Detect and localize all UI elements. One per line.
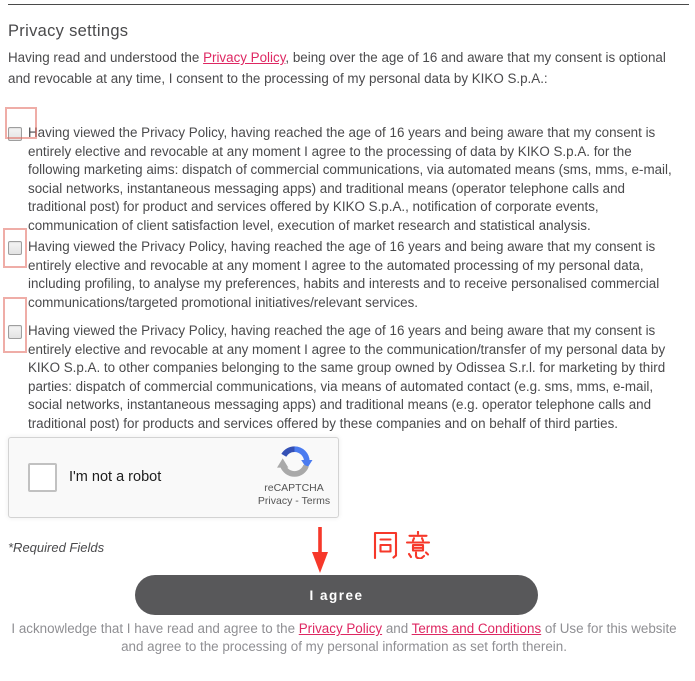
footer-post: of Use for this website and agree to the processing of my personal information as set forth therein. [121,621,677,654]
recaptcha-logo-icon [276,443,313,480]
agree-zh-glyphs-icon [373,531,431,559]
recaptcha-terms-link[interactable]: Terms [301,495,331,507]
footer-acknowledgement [8,620,680,656]
footer-pre: I acknowledge that I have read and agree to the [11,621,299,636]
agree-button[interactable]: I agree [135,575,538,615]
recaptcha-privacy-link[interactable]: Privacy [257,495,293,507]
consent-text-third-parties: Having viewed the Privacy Policy, having reached the age of 16 years and being aware that my consent is entirely elective and revocable at any moment I agree to the communication/transfer of my personal data by KIKO S.p.A. to other companies belonging to the same group owned by Odissea S.r.l. for marketing by third parties: dispatch of commercial communications, via means of automated contact (e.g. sms, mms, e-mail, social networks, instantaneous messaging apps) and traditional means (e.g. operator telephone calls and traditional post) for products and services offered by these companies and on behalf of third parties. [28,323,666,431]
consent-text-profiling: Having viewed the Privacy Policy, having reached the age of 16 years and being aware that my consent is entirely elective and revocable at any moment I agree to the automated processing of my personal data, including profiling, to analyse my preferences, habits and interests and to receive personalised commercial communications/targeted promotional initiatives/relevant services. [28,239,660,310]
consent-checkbox-profiling[interactable] [8,241,22,255]
top-divider [8,4,689,5]
intro-paragraph [8,48,670,89]
consent-item-third-parties [8,322,686,434]
recaptcha-brand-text: reCAPTCHA [264,482,324,494]
intro-pre: Having read and understood the [8,50,204,65]
page-title: Privacy settings [8,22,129,40]
annotation-text-agree-zh-label [373,531,374,532]
recaptcha-branding [256,443,332,507]
privacy-policy-link[interactable]: Privacy Policy [203,50,286,65]
recaptcha-link-separator: - [292,495,302,507]
footer-terms-link[interactable]: Terms and Conditions [411,621,542,636]
recaptcha-label: I'm not a robot [69,469,162,485]
annotation-arrow-down-icon [312,527,328,573]
consent-item-profiling [8,238,686,312]
recaptcha-checkbox[interactable] [28,463,57,492]
recaptcha-links [258,495,330,507]
consent-checkbox-marketing[interactable] [8,127,22,141]
annotation-text-agree-zh [373,531,431,559]
consent-checkbox-third-parties[interactable] [8,325,22,339]
recaptcha-widget [8,437,339,518]
consent-item-marketing [8,124,686,236]
intro-post: , being over the age of 16 and aware that my consent is optional and revocable at any time, I consent to the processing of my personal data by KIKO S.p.A.: [8,50,666,86]
required-fields-note: *Required Fields [8,540,105,555]
footer-privacy-policy-link[interactable]: Privacy Policy [298,621,383,636]
footer-mid: and [382,621,412,636]
consent-text-marketing: Having viewed the Privacy Policy, having reached the age of 16 years and being aware that my consent is entirely elective and revocable at any moment I agree to the processing of data by KIKO S.p.A. for the following marketing aims: dispatch of commercial communications, via automated means (sms, mms, e-mail, social networks, instantaneous messaging apps) and traditional means (operator telephone calls and traditional post) for product and services offered by KIKO S.p.A., notification of corporate events, communication of client satisfaction level, execution of market research and statistical analysis. [28,125,672,233]
